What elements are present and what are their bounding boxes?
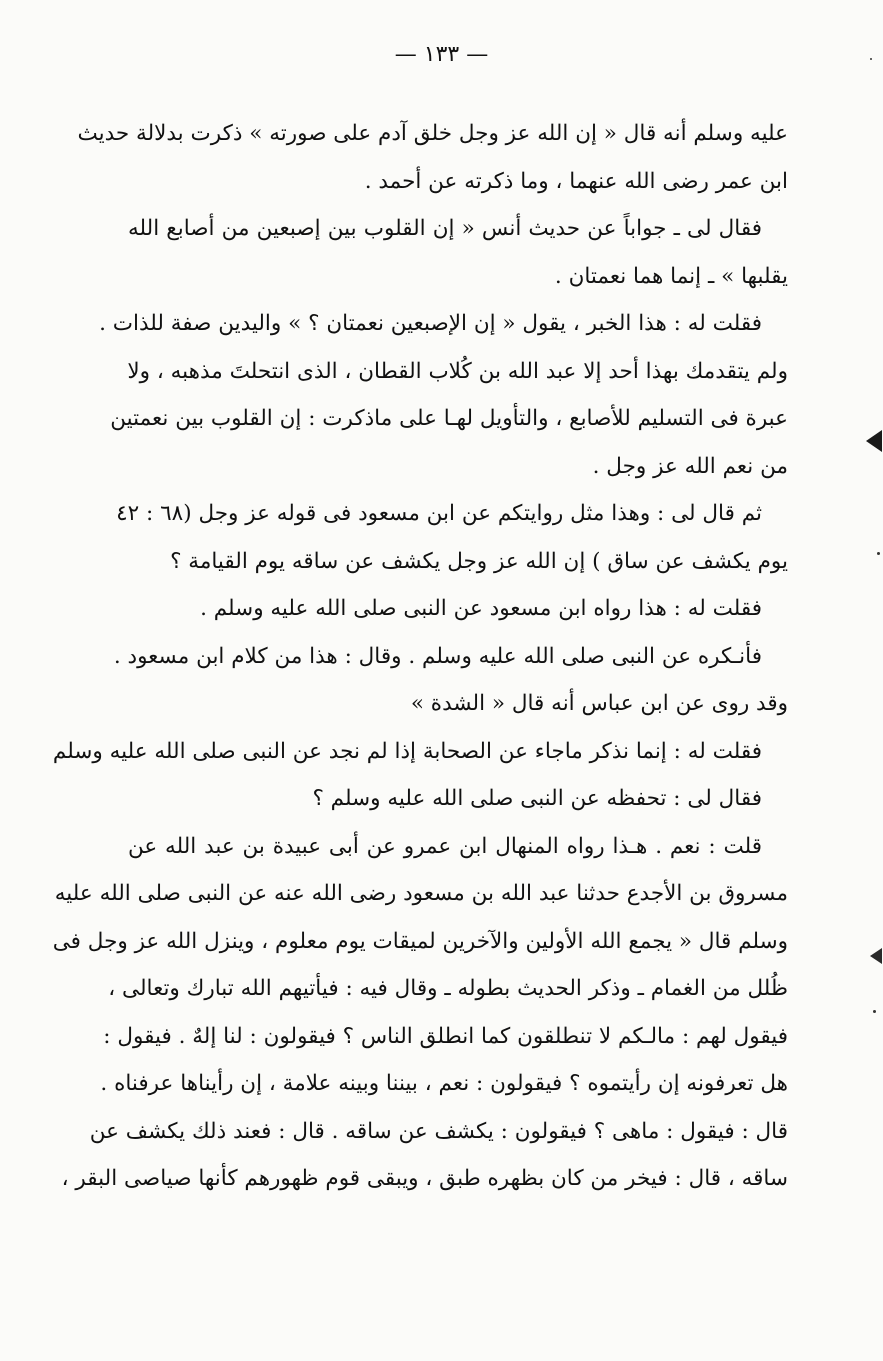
- scan-speck: [877, 552, 880, 555]
- text-line: مسروق بن الأجدع حدثنا عبد الله بن مسعود رضى الله عنه عن النبى صلى الله عليه: [54, 881, 788, 906]
- text-line: يقلبها » ـ إنما هما نعمتان .: [554, 263, 788, 289]
- text-line: عليه وسلم أنه قال « إن الله عز وجل خلق آدم على صورته » ذكرت بدلالة حديث: [77, 121, 788, 146]
- text-line: يوم يكشف عن ساق ) إن الله عز وجل يكشف عن ساقه يوم القيامة ؟: [170, 548, 788, 574]
- text-line: فقال لى ـ جواباً عن حديث أنس « إن القلوب بين إصبعين من أصابع الله: [128, 216, 762, 241]
- text-line: ابن عمر رضى الله عنهما ، وما ذكرته عن أحمد .: [364, 168, 788, 194]
- text-line: عبرة فى التسليم للأصابع ، والتأويل لهـا على ماذكرت : إن القلوب بين نعمتين: [110, 406, 788, 431]
- margin-arrow-mark: [866, 430, 882, 452]
- body-text: [52, 110, 788, 1203]
- text-line: ثم قال لى : وهذا مثل روايتكم عن ابن مسعود فى قوله عز وجل (٦٨ : ٤٢: [116, 501, 762, 526]
- text-line: قلت : نعم . هـذا رواه المنهال ابن عمرو عن أبى عبيدة بن عبد الله عن: [128, 833, 762, 859]
- text-line: هل تعرفونه إن رأيتموه ؟ فيقولون : نعم ، بيننا وبينه علامة ، إن رأيناها عرفناه .: [100, 1071, 788, 1096]
- text-line: قال : فيقول : ماهى ؟ فيقولون : يكشف عن ساقه . قال : فعند ذلك يكشف عن: [89, 1118, 788, 1144]
- text-line: فيقول لهم : مالـكم لا تنطلقون كما انطلق الناس ؟ فيقولون : لنا إلهٌ . فيقول :: [103, 1023, 788, 1049]
- text-line: وقد روى عن ابن عباس أنه قال « الشدة »: [410, 691, 788, 716]
- text-line: فقلت له : إنما نذكر ماجاء عن الصحابة إذا لم نجد عن النبى صلى الله عليه وسلم: [52, 738, 762, 764]
- text-line: ظُلل من الغمام ـ وذكر الحديث بطوله ـ وقال فيه : فيأتيهم الله تبارك وتعالى ،: [108, 976, 788, 1001]
- text-line: فقلت له : هذا رواه ابن مسعود عن النبى صلى الله عليه وسلم .: [200, 596, 762, 621]
- text-line: ولم يتقدمك بهذا أحد إلا عبد الله بن كُلاب القطان ، الذى انتحلتَ مذهبه ، ولا: [127, 358, 788, 384]
- text-line: من نعم الله عز وجل .: [592, 453, 788, 479]
- page-number: — ١٣٣ —: [394, 42, 489, 67]
- text-line: فقلت له : هذا الخبر ، يقول « إن الإصبعين نعمتان ؟ » واليدين صفة للذات .: [99, 311, 762, 336]
- text-line: فقال لى : تحفظه عن النبى صلى الله عليه وسلم ؟: [312, 786, 762, 811]
- margin-arrow-mark: [870, 948, 882, 964]
- text-line: وسلم قال « يجمع الله الأولين والآخرين لميقات يوم معلوم ، وينزل الله عز وجل فى: [52, 928, 788, 954]
- scan-speck: [870, 58, 872, 60]
- text-line: فأنـكره عن النبى صلى الله عليه وسلم . وقال : هذا من كلام ابن مسعود .: [113, 643, 762, 669]
- text-line: ساقه ، قال : فيخر من كان بظهره طبق ، ويبقى قوم ظهورهم كأنها صياصى البقر ،: [61, 1166, 788, 1191]
- scan-speck: [873, 1010, 876, 1013]
